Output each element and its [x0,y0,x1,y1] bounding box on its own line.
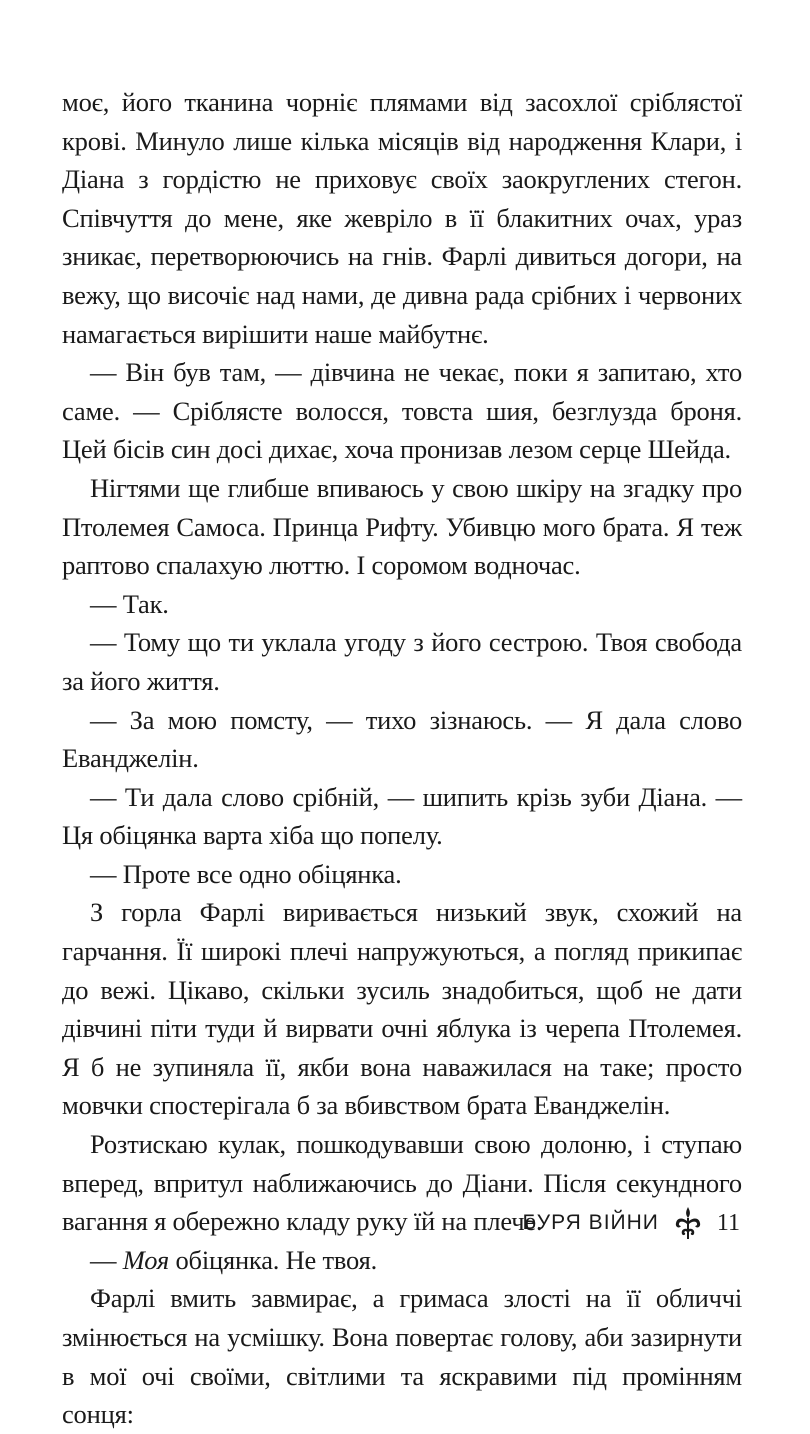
text-run: З горла Фарлі виривається низький звук, схожий на гарчання. Її широкі плечі напружуються, а погляд прикипає до вежі. Цікаво, скільки зусиль знадобиться, щоб не дати дівчині піти туди й вирвати очні яблука із черепа Птолемея. Я б не зупиняла її, якби вона наважилася на таке; просто мовчки спостерігала б за вбивством брата Еванджелін. [62,897,742,1121]
text-run: Нігтями ще глибше впиваюсь у свою шкіру на згадку про Птолемея Самоса. Принца Рифту. Убивцю мого брата. Я теж раптово спалахую люттю. І соромом водночас. [62,472,742,581]
page-footer [523,1205,741,1241]
text-run: — Тому що ти уклала угоду з його сестрою. Твоя свобода за його життя. [62,627,742,696]
fleur-ornament-icon [673,1205,703,1241]
paragraph [62,893,742,1125]
paragraph [62,701,742,778]
page-number: 11 [716,1209,740,1236]
paragraph [62,623,742,700]
text-run: обіцянка. Не твоя. [169,1244,378,1275]
text-run: Фарлі вмить завмирає, а гримаса злості на її обличчі змінюється на усмішку. Вона повертає голову, аби зазирнути в мої очі своїми, світлими та яскравими під промінням сонця: [62,1283,742,1430]
running-title: БУРЯ ВІЙНИ [522,1211,659,1234]
paragraph [62,778,742,855]
paragraph [62,83,742,353]
text-run: — Він був там, — дівчина не чекає, поки я запитаю, хто саме. — Сріблясте волосся, товста шия, безглузда броня. Цей бісів син досі дихає, хоча пронизав лезом серце Шейда. [62,357,742,465]
paragraph [62,585,742,624]
text-run: — Проте все одно обіцянка. [90,858,402,889]
text-run: — Ти дала слово срібній, — шипить крізь зуби Діана. — Ця обіцянка варта хіба що попелу. [62,781,742,851]
emphasized-text: Моя [122,1244,170,1275]
paragraph [62,1241,742,1280]
text-run: Розтискаю кулак, пошкодувавши свою долоню, і ступаю вперед, впритул наближаючись до Діани. Після секундного вагання я обережно кладу руку їй на плече. [62,1129,742,1237]
text-run: — Так. [90,588,169,619]
text-run: моє, його тканина чорніє плямами від засохлої сріблястої крові. Минуло лише кілька місяців від народження Клари, і Діана з гордістю не приховує своїх заокруглених стегон. Співчуття до мене, яке жевріло в її блакитних очах, ураз зникає, перетворюючись на гнів. Фарлі дивиться догори, на вежу, що височіє над нами, де дивна рада срібних і червоних намагається вирішити наше майбутнє. [62,87,742,349]
paragraph [62,855,742,894]
paragraph [62,469,742,585]
text-run: — За мою помсту, — тихо зізнаюсь. — Я дала слово Еванджелін. [62,704,742,774]
text-run: — [90,1244,123,1275]
paragraph [62,353,742,469]
paragraph [62,1279,742,1433]
